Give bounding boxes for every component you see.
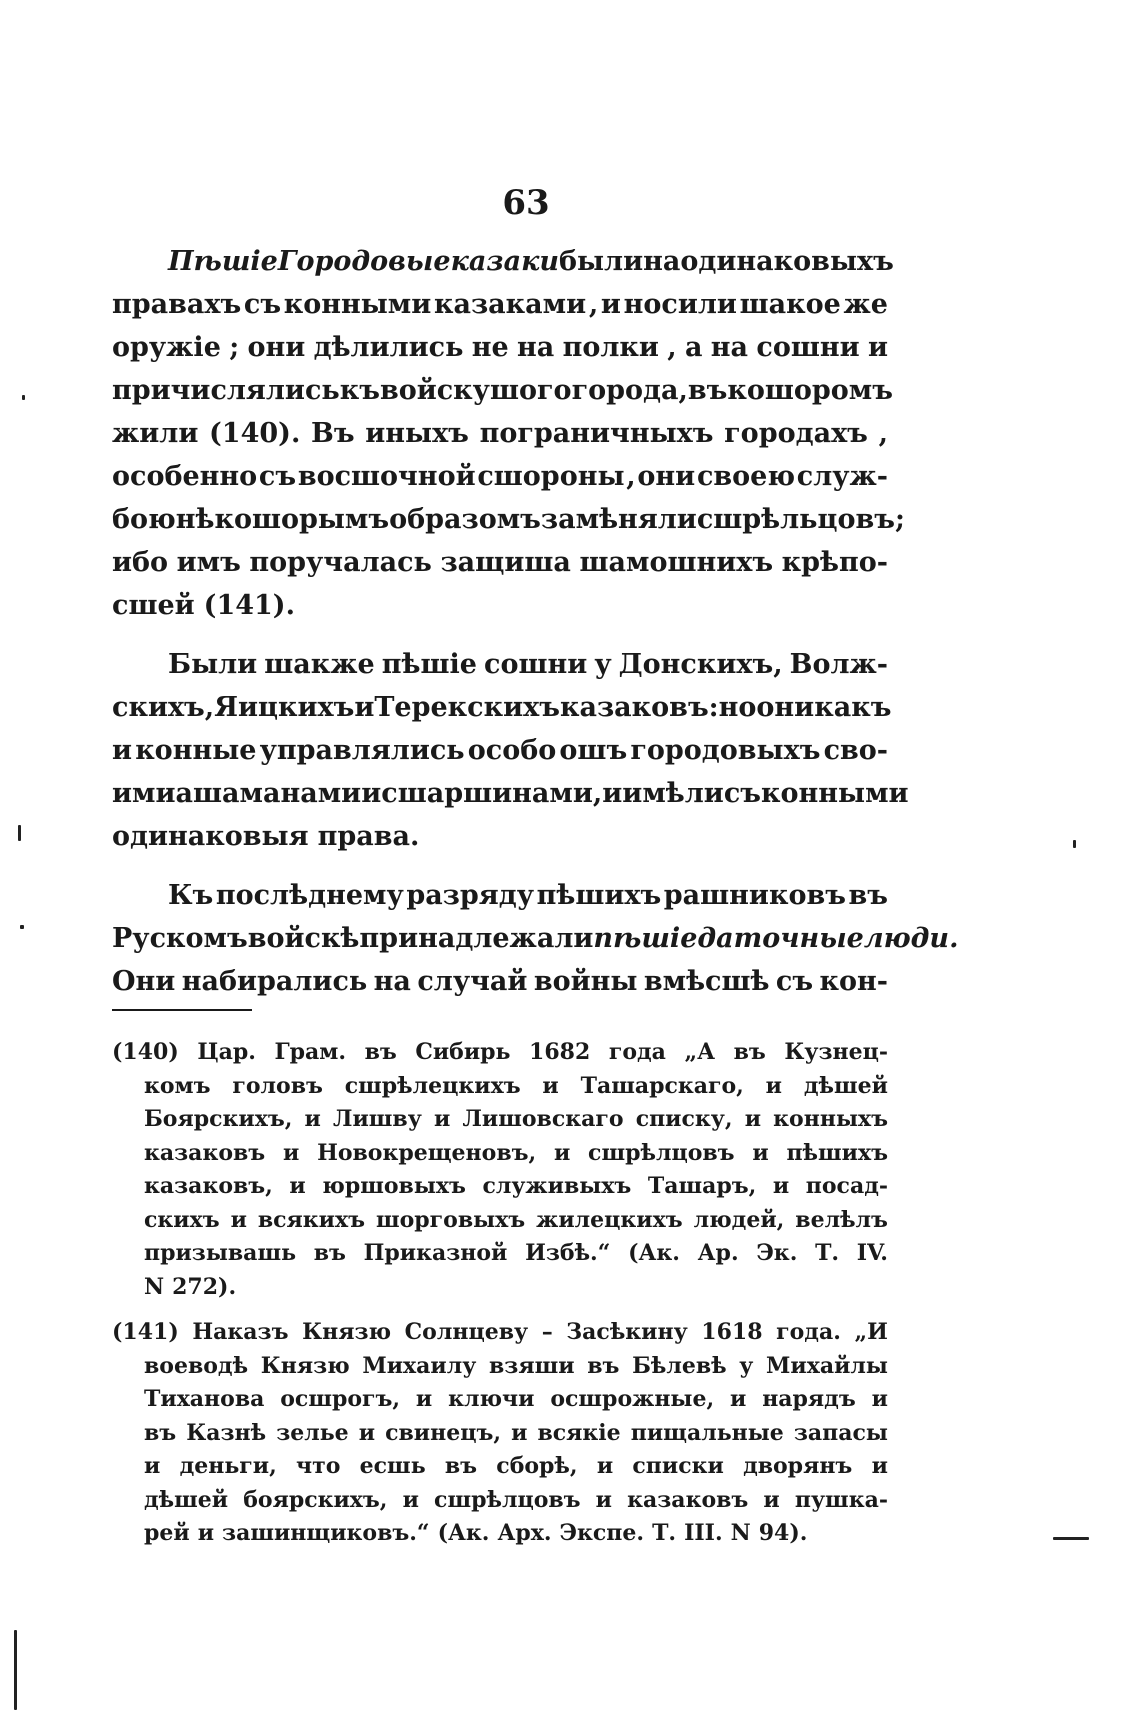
footnote-line <box>112 1036 888 1070</box>
word: Новокрещеновъ, <box>317 1139 537 1166</box>
footnote-divider <box>112 1009 252 1011</box>
word: дѣшей <box>144 1486 229 1513</box>
word: и <box>763 1486 780 1513</box>
paragraph-2 <box>112 643 909 858</box>
text-line <box>112 874 888 917</box>
footnote-140 <box>112 1036 888 1304</box>
word: казаковъ <box>627 1486 749 1513</box>
word: Терекскихъ <box>374 692 560 723</box>
footnote-line <box>112 1316 888 1350</box>
footnote-line <box>112 1103 888 1137</box>
word: Рускомъ <box>112 923 248 954</box>
word: осшрогъ, <box>280 1386 401 1412</box>
word: Избѣ.“ <box>525 1240 611 1266</box>
word: посад- <box>805 1173 888 1199</box>
word: и <box>867 332 888 363</box>
footnote-line <box>112 1417 888 1451</box>
word: запасы <box>793 1419 888 1446</box>
word: и <box>772 1173 790 1199</box>
word: сшаршинами, <box>381 778 603 809</box>
word: Лишовскаго <box>462 1106 624 1132</box>
footnote-line <box>112 1450 888 1484</box>
page-number: 63 <box>502 183 550 223</box>
word: Михаилу <box>362 1352 477 1379</box>
word: зашинщиковъ.“ <box>222 1520 430 1546</box>
word: и <box>871 1453 888 1479</box>
word: и <box>415 1386 433 1412</box>
word: вмѣсшѣ <box>643 966 770 997</box>
word: конными <box>283 289 432 320</box>
word: и <box>871 1386 888 1412</box>
paragraph-1 <box>112 240 905 627</box>
footnote-line <box>112 1271 888 1305</box>
word: не <box>471 332 509 363</box>
word: и <box>596 1453 614 1479</box>
word: и <box>595 1486 612 1513</box>
word: одинаковыхъ <box>680 246 894 277</box>
footnote-line <box>112 1484 888 1518</box>
word: и <box>289 1173 306 1199</box>
word: юршовыхъ <box>322 1173 466 1199</box>
text-line <box>112 917 959 960</box>
footnote-line <box>112 1070 888 1104</box>
word: (141). <box>203 590 295 621</box>
word: набирались <box>181 966 368 997</box>
word: иныхъ <box>365 418 469 449</box>
word: Засѣкину <box>566 1319 688 1345</box>
word: крѣпо- <box>781 547 888 578</box>
word: сшрѣлцовъ <box>434 1486 581 1513</box>
footnote-141 <box>112 1316 888 1551</box>
word: нѣкошорымъ <box>175 504 390 535</box>
word: принадлежали <box>359 923 594 954</box>
word: жили <box>112 418 199 449</box>
text-line <box>112 815 888 858</box>
main-text <box>112 240 959 1003</box>
word: Грам. <box>274 1039 347 1065</box>
word: съ <box>723 778 761 809</box>
word: въ <box>313 1240 346 1266</box>
word: призывашь <box>144 1240 297 1266</box>
word: въ <box>444 1453 478 1479</box>
word: (141) <box>112 1319 179 1345</box>
word: , <box>878 418 888 449</box>
word: Донскихъ, <box>618 649 783 680</box>
text-line <box>112 960 888 1003</box>
word: но <box>718 692 757 723</box>
word: и <box>542 1072 559 1099</box>
word: ибо <box>112 547 169 578</box>
word: на <box>710 332 749 363</box>
word: на <box>643 246 681 277</box>
word: ключи <box>448 1386 535 1412</box>
word: бою <box>112 504 176 535</box>
word: случай <box>417 966 528 997</box>
word: сшей <box>112 590 195 621</box>
word: Приказной <box>363 1240 508 1266</box>
footnote-line <box>112 1383 888 1417</box>
word: нарядъ <box>762 1386 856 1412</box>
word: 94). <box>758 1520 808 1546</box>
word: всякіе <box>537 1419 621 1446</box>
text-line <box>112 240 894 283</box>
word: войны <box>533 966 638 997</box>
word: дѣшей <box>803 1072 888 1099</box>
word: поручалась <box>249 547 432 578</box>
word: разряду <box>406 880 535 911</box>
word: года. <box>776 1319 841 1345</box>
word: велѣлъ <box>795 1206 888 1233</box>
word: и <box>600 289 621 320</box>
word: деньги, <box>179 1453 277 1479</box>
word: и <box>230 1206 247 1233</box>
word: сборѣ, <box>496 1453 578 1479</box>
footnote-line <box>112 1204 888 1238</box>
word: Князю <box>302 1319 392 1345</box>
word: въ <box>733 1039 766 1065</box>
word: и <box>361 778 382 809</box>
scan-speck <box>1073 840 1076 848</box>
word: носили <box>623 289 737 320</box>
word: они <box>637 461 696 492</box>
word: рей <box>144 1520 190 1546</box>
text-line <box>112 283 888 326</box>
word: пограничныхъ <box>479 418 714 449</box>
word: въ <box>144 1419 177 1446</box>
word: 272). <box>172 1273 237 1300</box>
word: сошни <box>484 649 588 680</box>
word: въ <box>587 1352 620 1379</box>
word: Наказъ <box>192 1319 289 1345</box>
word: боярскихъ, <box>243 1486 388 1513</box>
word: пищальные <box>630 1419 784 1446</box>
word: пѣшіе <box>593 923 698 954</box>
word: казаки <box>450 246 559 277</box>
word: образомъ <box>389 504 541 535</box>
word: и <box>511 1419 528 1446</box>
word: Казнѣ <box>186 1419 267 1446</box>
word: кон- <box>819 966 888 997</box>
footnote-line <box>112 1237 888 1271</box>
paragraph-3 <box>112 874 959 1003</box>
word: съ <box>775 966 814 997</box>
word: рашниковъ <box>663 880 846 911</box>
scan-speck <box>20 925 24 929</box>
word: N <box>730 1520 751 1546</box>
word: у <box>594 649 612 680</box>
word: Городовые <box>277 246 451 277</box>
word: оружіе <box>112 332 221 363</box>
word: шакже <box>264 649 375 680</box>
word: послѣднему <box>215 880 404 911</box>
word: пѣшіе <box>381 649 477 680</box>
word: что <box>295 1453 341 1479</box>
word: (Ак. <box>437 1520 490 1546</box>
word: и <box>112 735 133 766</box>
word: Т. <box>652 1520 677 1546</box>
word: съ <box>258 461 297 492</box>
word: служивыхъ <box>482 1173 632 1199</box>
text-line <box>112 584 888 627</box>
word: Волж- <box>789 649 888 680</box>
word: ошъ <box>559 735 628 766</box>
word: , <box>667 332 677 363</box>
word: Михайлы <box>766 1352 888 1379</box>
word: Эк. <box>756 1240 798 1266</box>
word: пѣшихъ <box>786 1139 888 1166</box>
word: къ <box>339 375 380 406</box>
word: въ <box>364 1039 397 1065</box>
word: N <box>144 1273 165 1300</box>
word: и <box>282 1139 300 1166</box>
word: сво- <box>823 735 888 766</box>
word: Ташаръ, <box>647 1173 757 1199</box>
footnote-line <box>112 1170 888 1204</box>
word: Бѣлевѣ <box>632 1352 727 1379</box>
word: Экспе. <box>559 1520 645 1546</box>
word: Лишву <box>333 1106 422 1132</box>
word: – <box>541 1319 553 1345</box>
word: Ар. <box>697 1240 739 1266</box>
word: Въ <box>311 418 355 449</box>
text-line <box>112 498 905 541</box>
word: воеводѣ <box>144 1352 249 1379</box>
word: списки <box>632 1453 724 1479</box>
word: шого <box>489 375 572 406</box>
word: шамошнихъ <box>579 547 774 578</box>
word: особенно <box>112 461 258 492</box>
word: городахъ <box>724 418 868 449</box>
word: казаковъ: <box>559 692 719 723</box>
word: и <box>197 1520 215 1546</box>
word: они <box>247 332 306 363</box>
word: казаками <box>433 289 587 320</box>
footnote-line <box>112 1137 888 1171</box>
word: Пѣшіе <box>168 246 278 277</box>
word: казаковъ, <box>144 1173 273 1199</box>
word: (Ак. <box>628 1240 680 1266</box>
word: Князю <box>260 1352 350 1379</box>
word: имѣли <box>622 778 724 809</box>
footnote-line <box>112 1350 888 1384</box>
word: Цар. <box>197 1039 256 1065</box>
word: свинецъ, <box>385 1419 502 1446</box>
word: и <box>602 778 623 809</box>
word: Сибирь <box>415 1039 511 1065</box>
word: и <box>144 1453 161 1479</box>
word: сошни <box>756 332 860 363</box>
word: полки <box>562 332 659 363</box>
word: Кузнец- <box>784 1039 888 1065</box>
word: кошоромъ <box>727 375 893 406</box>
word: и <box>304 1106 321 1132</box>
text-line <box>112 686 892 729</box>
word: и <box>354 692 375 723</box>
text-line <box>112 326 888 369</box>
word: и <box>358 1419 376 1446</box>
word: Яицкихъ <box>214 692 355 723</box>
word: защиша <box>440 547 571 578</box>
word: и <box>553 1139 571 1166</box>
word: есшь <box>359 1453 426 1479</box>
word: „И <box>854 1319 888 1345</box>
word: и <box>730 1386 747 1412</box>
word: и <box>402 1486 419 1513</box>
word: IV. <box>856 1240 888 1266</box>
word: , <box>626 461 636 492</box>
word: шорговыхъ <box>375 1206 526 1233</box>
word: пушка- <box>794 1486 888 1513</box>
scan-speck <box>1053 1537 1089 1540</box>
word: комъ <box>144 1072 211 1099</box>
word: имъ <box>176 547 241 578</box>
word: восшочной <box>297 461 476 492</box>
word: и <box>744 1106 762 1132</box>
word: на <box>373 966 411 997</box>
word: ; <box>894 504 905 535</box>
word: конныхъ <box>773 1106 888 1132</box>
word: (140). <box>209 418 301 449</box>
word: причислялись <box>112 375 340 406</box>
word: III. <box>684 1520 723 1546</box>
text-line <box>112 455 888 498</box>
word: дѣлились <box>313 332 464 363</box>
word: 1682 <box>529 1039 591 1065</box>
word: сшороны <box>477 461 625 492</box>
word: ими <box>112 778 176 809</box>
word: года <box>608 1039 666 1065</box>
word: людей, <box>693 1206 785 1233</box>
word: пѣшихъ <box>536 880 662 911</box>
word: „А <box>684 1039 716 1065</box>
text-line <box>112 772 909 815</box>
word: правахъ <box>112 289 242 320</box>
word: замѣняли <box>540 504 697 535</box>
word: 1618 <box>701 1319 763 1345</box>
word: войскѣ <box>247 923 360 954</box>
word: Были <box>168 649 258 680</box>
word: они <box>756 692 815 723</box>
word: особо <box>467 735 557 766</box>
word: Тиханова <box>144 1386 265 1412</box>
text-line <box>112 412 888 455</box>
word: сшрѣлцовъ <box>588 1139 735 1166</box>
word: у <box>739 1352 754 1379</box>
text-line <box>112 541 888 584</box>
word: списку, <box>635 1106 733 1132</box>
word: Ташарскаго, <box>580 1072 744 1099</box>
word: а <box>684 332 703 363</box>
text-line <box>112 643 888 686</box>
word: и <box>752 1139 769 1166</box>
word: и <box>765 1072 782 1099</box>
word: Они <box>112 966 176 997</box>
word: зелье <box>276 1419 349 1446</box>
word: съ <box>243 289 282 320</box>
word: скихъ, <box>112 692 215 723</box>
word: Т. <box>815 1240 840 1266</box>
word: Къ <box>168 880 214 911</box>
word: служ- <box>796 461 888 492</box>
word: шакое <box>739 289 841 320</box>
word: на <box>517 332 555 363</box>
word: города, <box>571 375 688 406</box>
word: сшрѣльцовъ <box>696 504 895 535</box>
word: Боярскихъ, <box>144 1106 293 1132</box>
word: всякихъ <box>257 1206 365 1233</box>
word: Солнцеву <box>404 1319 529 1345</box>
word: дворянъ <box>743 1453 853 1479</box>
word: и <box>433 1106 451 1132</box>
word: казаковъ <box>144 1139 266 1166</box>
word: своею <box>696 461 796 492</box>
word: скихъ <box>144 1206 220 1233</box>
word: даточные <box>697 923 864 954</box>
word: люди. <box>863 923 959 954</box>
word: конные <box>135 735 257 766</box>
word: взяши <box>489 1352 575 1379</box>
word: ; <box>229 332 240 363</box>
word: въ <box>848 880 888 911</box>
word: городовыхъ <box>630 735 821 766</box>
word: Арх. <box>497 1520 552 1546</box>
text-line <box>112 369 893 412</box>
word: конными <box>760 778 909 809</box>
word: войску <box>379 375 490 406</box>
word: одинаковыя <box>112 821 309 852</box>
word: были <box>558 246 644 277</box>
word: управлялись <box>259 735 465 766</box>
text-line <box>112 729 888 772</box>
scan-speck <box>18 825 21 841</box>
footnote-line <box>112 1517 888 1551</box>
word: , <box>588 289 599 320</box>
word: жилецкихъ <box>536 1206 683 1233</box>
word: же <box>843 289 888 320</box>
footnotes <box>112 1036 888 1551</box>
word: осшрожные, <box>550 1386 715 1412</box>
scan-speck <box>22 395 25 400</box>
scan-speck <box>14 1630 17 1710</box>
word: головъ <box>232 1072 323 1099</box>
word: въ <box>687 375 728 406</box>
word: ашаманами <box>175 778 362 809</box>
word: права. <box>317 821 420 852</box>
word: (140) <box>112 1039 179 1065</box>
word: какъ <box>814 692 892 723</box>
word: сшрѣлецкихъ <box>344 1072 521 1099</box>
